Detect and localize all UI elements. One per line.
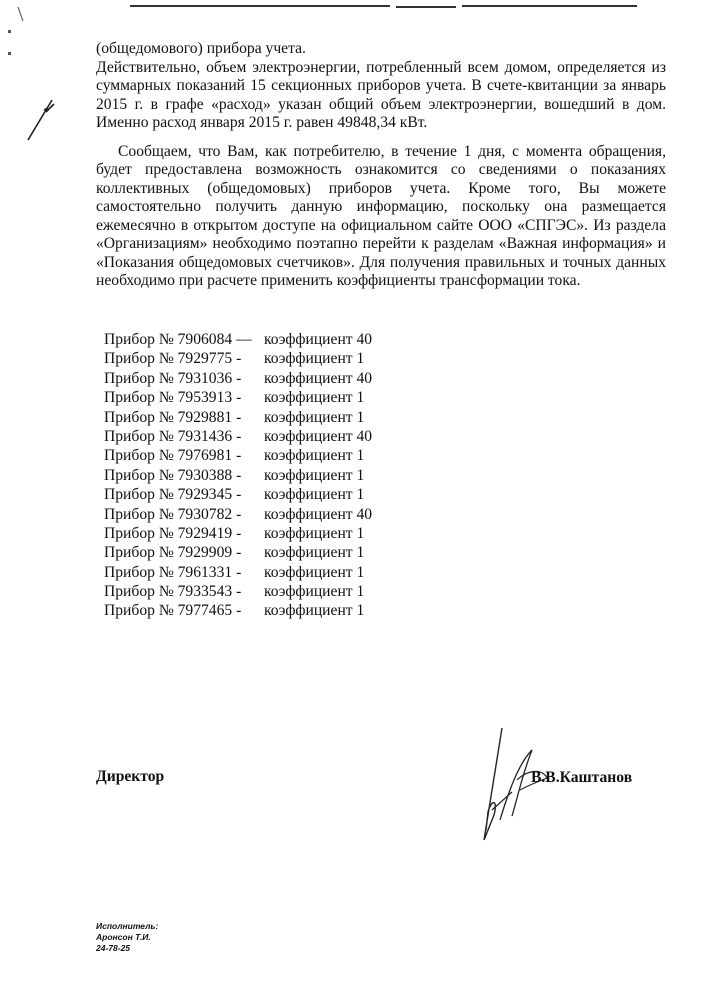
margin-dot bbox=[8, 30, 11, 33]
scan-artifact-line bbox=[396, 6, 456, 8]
device-number: Прибор № 7930388 - bbox=[104, 466, 242, 484]
device-row bbox=[104, 485, 372, 504]
device-number: Прибор № 7933543 - bbox=[104, 583, 242, 601]
device-coefficient: коэффициент 1 bbox=[264, 524, 365, 542]
device-coefficient: коэффициент 1 bbox=[264, 486, 365, 504]
corner-mark-icon bbox=[15, 5, 35, 23]
device-list bbox=[104, 330, 372, 621]
device-number: Прибор № 7931436 - bbox=[104, 427, 242, 445]
device-row bbox=[104, 388, 372, 407]
device-number: Прибор № 7930782 - bbox=[104, 505, 242, 523]
device-coefficient: коэффициент 40 bbox=[264, 369, 373, 387]
device-number: Прибор № 7929909 - bbox=[104, 544, 242, 562]
device-row bbox=[104, 524, 372, 543]
paragraph-volume: Действительно, объем электроэнергии, потребленный всем домом, определяется из суммарных показаний 15 секционных приборов учета. В счете-квитанции за январь 2015 г. в графе «расход» указан общий объем электроэнергии, вошедший в дом. Именно расход января 2015 г. равен 49848,34 кВт. bbox=[96, 58, 666, 131]
device-number: Прибор № 7953913 - bbox=[104, 389, 242, 407]
margin-dot bbox=[8, 52, 11, 55]
device-number: Прибор № 7961331 - bbox=[104, 563, 242, 581]
scan-artifact-line bbox=[462, 5, 637, 7]
device-row bbox=[104, 563, 372, 582]
device-row bbox=[104, 330, 372, 349]
device-coefficient: коэффициент 1 bbox=[264, 447, 365, 465]
margin-pen-mark-icon bbox=[24, 98, 56, 143]
device-number: Прибор № 7929419 - bbox=[104, 524, 242, 542]
device-coefficient: коэффициент 1 bbox=[264, 583, 365, 601]
device-number: Прибор № 7906084 — bbox=[104, 331, 252, 348]
device-coefficient: коэффициент 1 bbox=[264, 466, 365, 484]
executor-phone: 24-78-25 bbox=[96, 943, 131, 953]
letter-body bbox=[96, 40, 666, 291]
device-coefficient: коэффициент 40 bbox=[264, 505, 373, 523]
paragraph-information: Сообщаем, что Вам, как потребителю, в течение 1 дня, с момента обращения, будет предоставлена возможность ознакомится со сведениями о показаниях коллективных (общедомовых) приборов учета. Кроме того, Вы можете самостоятельно получить данную информацию, поскольку она размещается ежемесячно в открытом доступе на официальном сайте ООО «СПГЭС». Из раздела «Организациям» необходимо поэтапно перейти к разделам «Важная информация» и «Показания общедомовых счетчиков». Для получения правильных и точных данных необходимо при расчете применить коэффициенты трансформации тока. bbox=[96, 142, 666, 289]
executor-label: Исполнитель: bbox=[96, 921, 159, 931]
device-row bbox=[104, 543, 372, 562]
device-coefficient: коэффициент 1 bbox=[264, 563, 365, 581]
device-number: Прибор № 7929775 - bbox=[104, 350, 242, 368]
device-row bbox=[104, 349, 372, 368]
signer-name: В.В.Каштанов bbox=[531, 769, 633, 786]
device-coefficient: коэффициент 1 bbox=[264, 602, 365, 620]
device-row bbox=[104, 427, 372, 446]
device-coefficient: коэффициент 1 bbox=[264, 408, 365, 426]
device-row bbox=[104, 601, 372, 620]
device-coefficient: коэффициент 1 bbox=[264, 350, 365, 368]
executor-block bbox=[96, 921, 158, 954]
device-row bbox=[104, 408, 372, 427]
paragraph-start-line: (общедомового) прибора учета. bbox=[96, 40, 306, 57]
device-row bbox=[104, 505, 372, 524]
device-coefficient: коэффициент 40 bbox=[264, 427, 373, 445]
device-row bbox=[104, 582, 372, 601]
device-coefficient: коэффициент 1 bbox=[264, 544, 365, 562]
device-number: Прибор № 7929345 - bbox=[104, 486, 242, 504]
device-row bbox=[104, 446, 372, 465]
device-number: Прибор № 7929881 - bbox=[104, 408, 242, 426]
executor-name: Аронсон Т.И. bbox=[96, 932, 151, 942]
scan-artifact-line bbox=[130, 5, 390, 7]
device-row bbox=[104, 369, 372, 388]
device-number: Прибор № 7976981 - bbox=[104, 447, 242, 465]
device-number: Прибор № 7931036 - bbox=[104, 369, 242, 387]
device-number: Прибор № 7977465 - bbox=[104, 602, 242, 620]
device-coefficient: коэффициент 1 bbox=[264, 389, 365, 407]
position-title: Директор bbox=[96, 768, 165, 785]
device-coefficient: коэффициент 40 bbox=[264, 331, 373, 348]
device-row bbox=[104, 466, 372, 485]
